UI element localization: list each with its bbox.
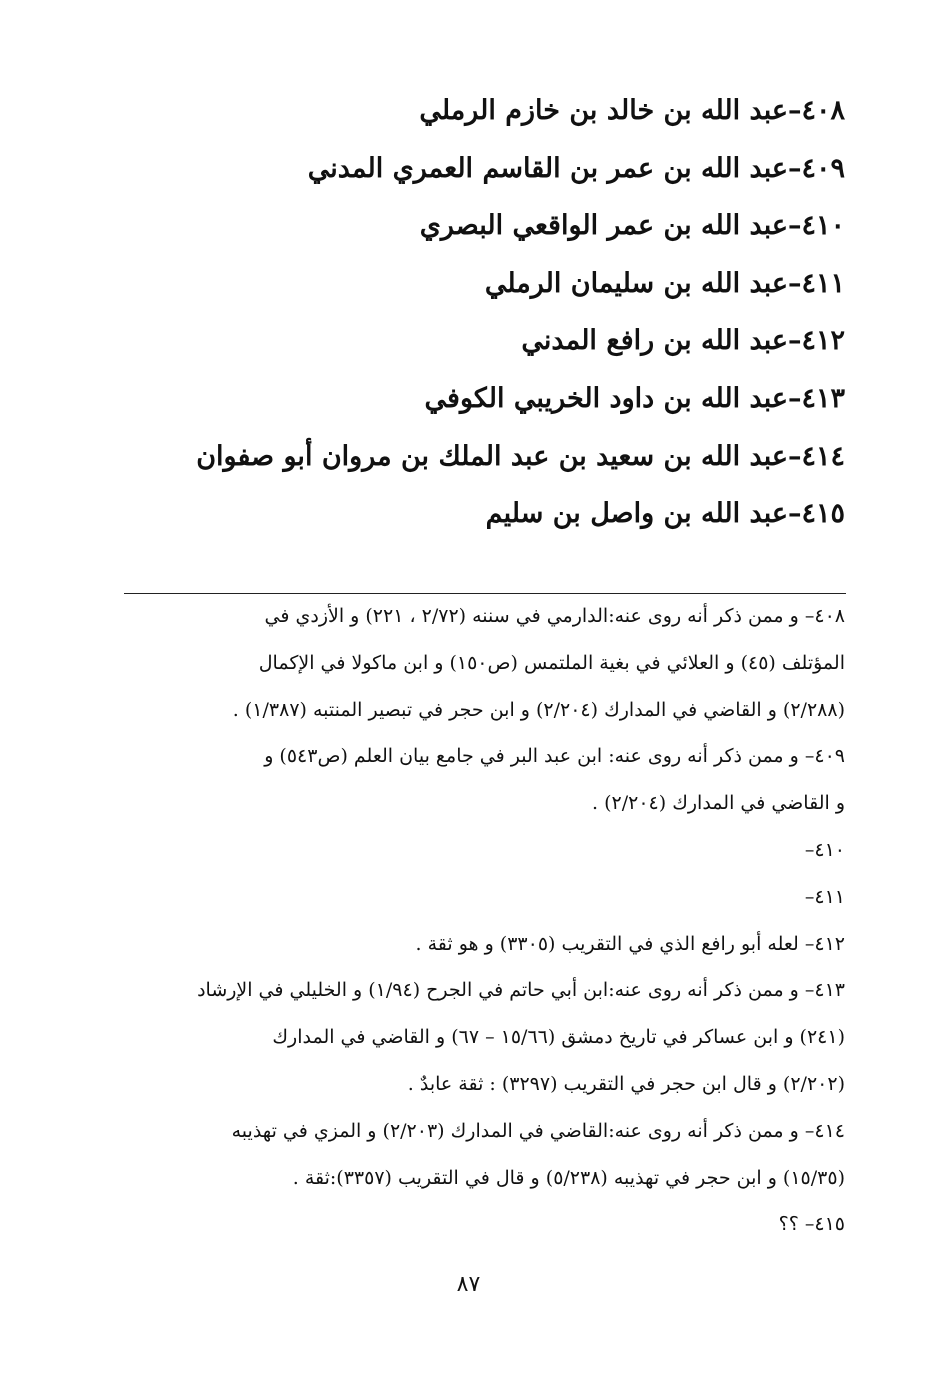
narrator-entry: ٤٠٩–عبد الله بن عمر بن القاسم العمري المدني <box>307 152 845 184</box>
footnote-line: ٤١١– <box>804 885 845 908</box>
narrator-entry: ٤١٤–عبد الله بن سعيد بن عبد الملك بن مروان أبو صفوان <box>196 440 845 472</box>
narrator-entry: ٤١١–عبد الله بن سليمان الرملي <box>484 267 845 299</box>
footnote-line: المؤتلف (٤٥) و العلائي في بغية الملتمس (ص١٥٠) و ابن ماكولا في الإكمال <box>258 651 845 674</box>
narrator-entry: ٤٠٨–عبد الله بن خالد بن خازم الرملي <box>419 95 845 126</box>
footnote-line: (٢٤١) و ابن عساكر في تاريخ دمشق (١٥/٦٦ – ٦٧) و القاضي في المدارك <box>272 1026 845 1049</box>
narrator-entry: ٤١٢–عبد الله بن رافع المدني <box>521 325 845 357</box>
narrator-entry: ٤١٣–عبد الله بن داود الخريبي الكوفي <box>424 382 845 414</box>
footnote-line: ٤١٢– لعله أبو رافع الذي في التقريب (٣٣٠٥) و هو ثقة . <box>415 932 845 955</box>
footnote-line: ٤١٤– و ممن ذكر أنه روى عنه:القاضي في المدارك (٢/٢٠٣) و المزي في تهذيبه <box>231 1119 845 1142</box>
narrator-entry: ٤١٠–عبد الله بن عمر الواقعي البصري <box>419 210 845 242</box>
footnote-line: ٤١٣– و ممن ذكر أنه روى عنه:ابن أبي حاتم في الجرح (١/٩٤) و الخليلي في الإرشاد <box>197 979 845 1002</box>
footnote-line: (٢/٢٨٨) و القاضي في المدارك (٢/٢٠٤) و ابن حجر في تبصير المنتبه (١/٣٨٧) . <box>232 698 845 721</box>
footnote-line: (١٥/٣٥) و ابن حجر في تهذيبه (٥/٢٣٨) و قال في التقريب (٣٣٥٧):ثقة . <box>292 1166 845 1189</box>
footnote-line: (٢/٢٠٢) و قال ابن حجر في التقريب (٣٢٩٧) : ثقة عابدٌ . <box>407 1072 845 1095</box>
footnote-line: ٤٠٨– و ممن ذكر أنه روى عنه:الدارمي في سننه (٢/٧٢ ، ٢٢١) و الأزدي في <box>264 605 845 627</box>
narrator-list <box>85 86 845 547</box>
footnote-line: ٤١٥– ؟؟ <box>778 1213 845 1236</box>
footnotes <box>105 594 845 1249</box>
footnote-line: ٤٠٩– و ممن ذكر أنه روى عنه: ابن عبد البر في جامع بيان العلم (ص٥٤٣) و <box>264 745 845 768</box>
page-number: ٨٧ <box>456 1272 481 1297</box>
narrator-entry: ٤١٥–عبد الله بن واصل بن سليم <box>485 498 845 530</box>
footnote-line: و القاضي في المدارك (٢/٢٠٤) . <box>592 792 845 815</box>
footnote-line: ٤١٠– <box>804 838 845 861</box>
